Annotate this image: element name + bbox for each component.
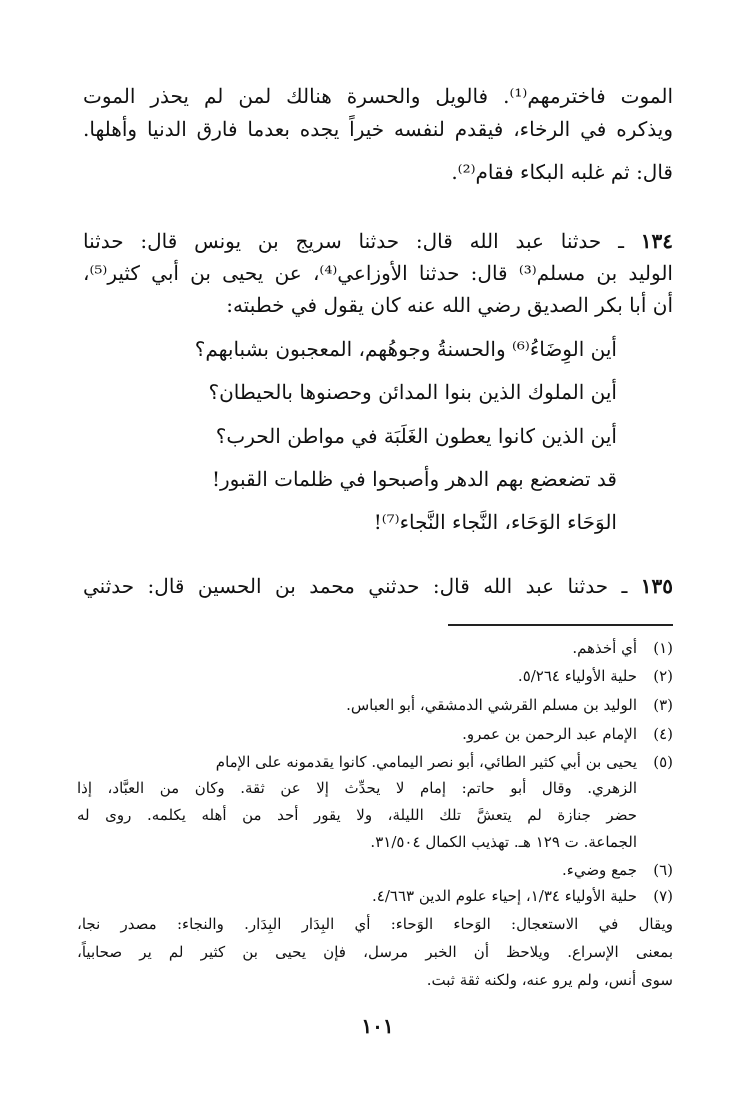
footnote-continuation: الزهري. وقال أبو حاتم: إمام لا يحدِّث إلا عن ثقة. وكان من العبَّاد، إذا (77, 779, 637, 797)
verse-line: أين الوِضَاءُ⁽⁶⁾ والحسنةُ وجوهُهم، المعجبون بشبابهم؟ (194, 337, 617, 361)
verse-line: قد تضعضع بهم الدهر وأصبحوا في ظلمات القبور! (211, 467, 617, 491)
footnote-mark: (٤) (653, 725, 673, 743)
footnote-continuation: سوى أنس، ولم يرو عنه، ولكنه ثقة ثبت. (426, 971, 673, 989)
footnote-text: الإمام عبد الرحمن بن عمرو. (462, 725, 637, 743)
body-line: الوليد بن مسلم⁽³⁾ قال: حدثنا الأوزاعي⁽⁴⁾، عن يحيى بن أبي كثير⁽⁵⁾، (83, 261, 673, 285)
footnote-mark: (١) (653, 639, 673, 657)
narration-134-line (83, 225, 673, 257)
body-line: ويذكره في الرخاء، فيقدم لنفسه خيراً يجده بعدما فارق الدنيا وأهلها. (83, 117, 673, 141)
footnote-mark: (٣) (653, 696, 673, 714)
body-line: قال: ثم غلبه البكاء فقام⁽²⁾. (451, 160, 673, 184)
body-line: الموت فاخترمهم⁽¹⁾. فالويل والحسرة هنالك لمن لم يحذر الموت (83, 84, 673, 108)
footnote-text: حلية الأولياء ٥/٢٦٤. (517, 667, 637, 685)
narration-number: ١٣٤ (640, 229, 673, 253)
footnote-mark: (٥) (653, 753, 673, 771)
footnote-text: يحيى بن أبي كثير الطائي، أبو نصر اليمامي. كانوا يقدمونه على الإمام (215, 753, 637, 771)
verse-line: أين الملوك الذين بنوا المدائن وحصنوها بالحيطان؟ (208, 380, 617, 404)
narration-text: ـ حدثنا عبد الله قال: حدثنا سريج بن يونس قال: حدثنا (83, 229, 641, 253)
verse-line: الوَحَاء الوَحَاء، النَّجاء النَّجاء⁽⁷⁾! (373, 510, 617, 534)
narration-number: ١٣٥ (640, 574, 673, 598)
footnote-continuation: الجماعة. ت ١٢٩ هـ. تهذيب الكمال ٣١/٥٠٤. (370, 833, 637, 851)
footnote-mark: (٦) (653, 861, 673, 879)
footnote-continuation: حضر جنازة لم يتعشَّ تلك الليلة، ولا يقور أحد من أهله يكلمه. روى له (77, 806, 637, 824)
verse-line: أين الذين كانوا يعطون الغَلَبَة في مواطن الحرب؟ (215, 424, 617, 448)
footnote-text: الوليد بن مسلم القرشي الدمشقي، أبو العباس. (346, 696, 637, 714)
footnote-continuation: ويقال في الاستعجال: الوَحاء الوَحاء: أي البِدَار البِدَار. والنجاء: مصدر نجا، (77, 915, 673, 933)
footnote-text: أي أخذهم. (572, 639, 637, 657)
footnote-text: حلية الأولياء ١/٣٤، إحياء علوم الدين ٤/٦٦٣. (372, 887, 637, 905)
narration-text: ـ حدثنا عبد الله قال: حدثني محمد بن الحسين قال: حدثني (83, 574, 641, 598)
footnote-mark: (٧) (653, 887, 673, 905)
footnote-continuation: بمعنى الإسراع. ويلاحظ أن الخبر مرسل، فإن يحيى بن كثير لم ير صحابياً، (77, 943, 673, 961)
footnote-mark: (٢) (653, 667, 673, 685)
footnote-text: جمع وضيء. (562, 861, 637, 879)
footnote-divider (448, 624, 673, 626)
body-line: أن أبا بكر الصديق رضي الله عنه كان يقول في خطبته: (226, 293, 673, 317)
narration-135-line (83, 570, 673, 602)
page-number: ١٠١ (361, 1014, 394, 1038)
